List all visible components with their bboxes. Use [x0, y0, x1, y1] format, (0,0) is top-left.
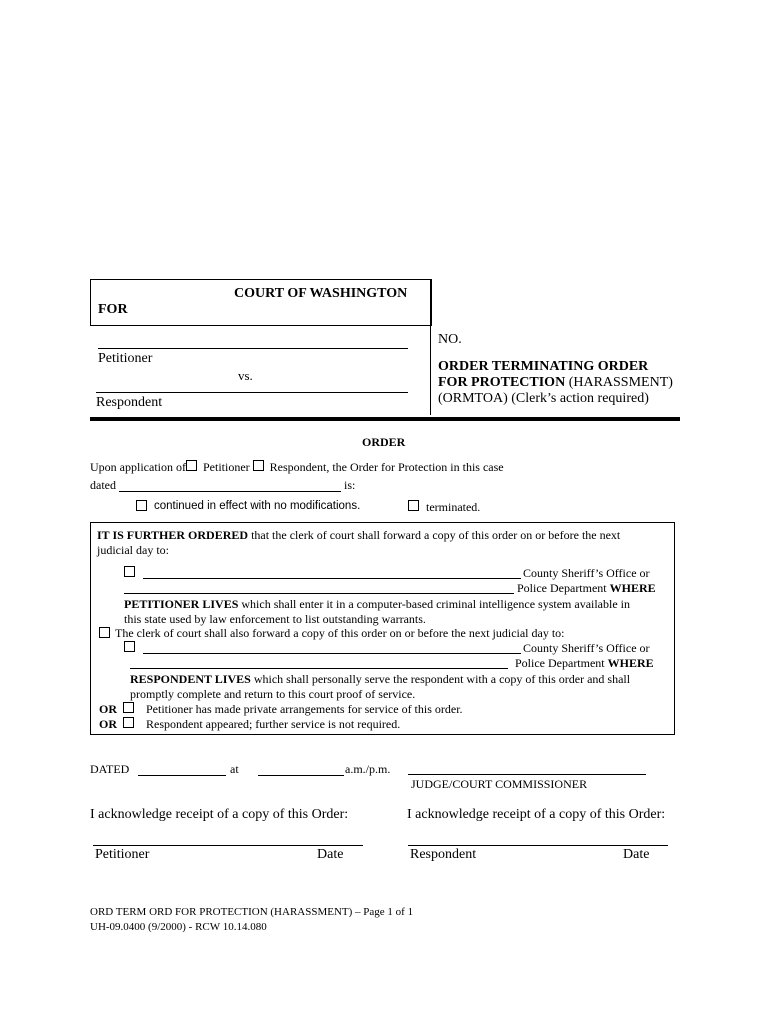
vs-label: vs.: [238, 368, 253, 383]
respondent-lives-line2: promptly complete and return to this court proof of service.: [130, 687, 416, 701]
caption-bottom-bar: [90, 417, 680, 421]
dated-signature-label: DATED: [90, 762, 130, 776]
continued-checkbox[interactable]: [136, 500, 147, 511]
form-title-bold: FOR PROTECTION: [438, 375, 566, 390]
respondent-lives-line1: [130, 672, 630, 687]
signature-date-line[interactable]: [138, 775, 226, 776]
respondent-signature-label: Respondent: [410, 847, 477, 862]
police-dept-line-2: [515, 656, 654, 671]
respondent-county-line[interactable]: [143, 653, 521, 654]
case-number-label: NO.: [438, 332, 462, 347]
respondent-signature-line[interactable]: [408, 845, 668, 846]
where-label-1: WHERE: [609, 581, 656, 595]
for-label: FOR: [98, 302, 128, 317]
petitioner-lives-bold: PETITIONER LIVES: [124, 597, 239, 611]
petitioner-signature-line[interactable]: [93, 845, 363, 846]
ack-right: I acknowledge receipt of a copy of this Order:: [407, 807, 666, 822]
or-label-1: OR: [99, 702, 117, 716]
police-dept-label-1: Police Department: [517, 581, 607, 595]
further-ordered-line2: judicial day to:: [97, 543, 169, 557]
petitioner-lives-line1: [124, 597, 630, 612]
petitioner-police-line[interactable]: [124, 593, 514, 594]
respondent-appeared-text: Respondent appeared; further service is not required.: [146, 717, 401, 731]
is-label: is:: [344, 478, 356, 492]
respondent-date-label: Date: [623, 847, 650, 862]
petitioner-label: Petitioner: [98, 351, 153, 366]
petitioner-checkbox[interactable]: [186, 460, 197, 471]
ack-left: I acknowledge receipt of a copy of this Order:: [90, 807, 349, 822]
or-label-2: OR: [99, 717, 117, 731]
petitioner-line[interactable]: [98, 348, 408, 349]
respondent-option: Respondent, the Order for Protection in this case: [269, 460, 504, 474]
petitioner-lives-text: which shall enter it in a computer-based criminal intelligence system available in: [241, 597, 631, 611]
dated-label: dated: [90, 478, 116, 492]
petitioner-lives-line2: this state used by law enforcement to list outstanding warrants.: [124, 612, 426, 626]
footer-line2: UH-09.0400 (9/2000) - RCW 10.14.080: [90, 921, 267, 933]
police-dept-line-1: [517, 581, 656, 596]
petitioner-county-line[interactable]: [143, 578, 521, 579]
upon-application-line: [90, 460, 504, 475]
county-sheriff-label-1: County Sheriff’s Office or: [523, 566, 650, 580]
county-sheriff-label-2: County Sheriff’s Office or: [523, 641, 650, 655]
private-arrangements-text: Petitioner has made private arrangements for service of this order.: [146, 702, 463, 716]
form-title-line2: [438, 375, 673, 391]
respondent-lives-bold: RESPONDENT LIVES: [130, 672, 251, 686]
petitioner-agency-checkbox[interactable]: [124, 566, 135, 577]
terminated-label: terminated.: [426, 500, 481, 514]
respondent-lives-text: which shall personally serve the respondent with a copy of this order and shall: [253, 672, 631, 686]
further-ordered-bold: IT IS FURTHER ORDERED: [97, 528, 249, 542]
continued-label: continued in effect with no modifications.: [154, 500, 361, 512]
judge-signature-line[interactable]: [408, 774, 646, 775]
order-heading: ORDER: [362, 435, 406, 449]
caption-right-border: [430, 279, 431, 415]
form-title-line1: ORDER TERMINATING ORDER: [438, 359, 649, 374]
terminated-checkbox[interactable]: [408, 500, 419, 511]
petitioner-option: Petitioner: [202, 460, 250, 474]
petitioner-date-label: Date: [317, 847, 344, 862]
respondent-line[interactable]: [96, 392, 408, 393]
respondent-agency-checkbox[interactable]: [124, 641, 135, 652]
upon-application-text: Upon application of: [90, 460, 186, 474]
petitioner-signature-label: Petitioner: [95, 847, 150, 862]
signature-time-line[interactable]: [258, 775, 344, 776]
further-ordered-line1: [97, 528, 620, 543]
respondent-label: Respondent: [96, 395, 163, 410]
dated-input-line[interactable]: [119, 491, 341, 492]
clerk-also-text: The clerk of court shall also forward a copy of this order on or before the next judicial day to:: [115, 626, 565, 640]
clerk-also-checkbox[interactable]: [99, 627, 110, 638]
respondent-appeared-checkbox[interactable]: [123, 717, 134, 728]
where-label-2: WHERE: [607, 656, 654, 670]
ampm-label: a.m./p.m.: [345, 762, 391, 776]
respondent-police-line[interactable]: [130, 668, 508, 669]
respondent-checkbox[interactable]: [253, 460, 264, 471]
judge-label: JUDGE/COURT COMMISSIONER: [411, 777, 588, 791]
footer-line1: ORD TERM ORD FOR PROTECTION (HARASSMENT) – Page 1 of 1: [90, 906, 414, 918]
court-name: COURT OF WASHINGTON: [234, 286, 408, 301]
form-title-line3: (ORMTOA) (Clerk’s action required): [438, 391, 649, 406]
private-arrangements-checkbox[interactable]: [123, 702, 134, 713]
at-label: at: [230, 762, 239, 776]
form-title-type: (HARASSMENT): [568, 375, 673, 390]
caption-divider: [90, 325, 431, 326]
police-dept-label-2: Police Department: [515, 656, 605, 670]
further-ordered-text: that the clerk of court shall forward a copy of this order on or before the next: [251, 528, 621, 542]
